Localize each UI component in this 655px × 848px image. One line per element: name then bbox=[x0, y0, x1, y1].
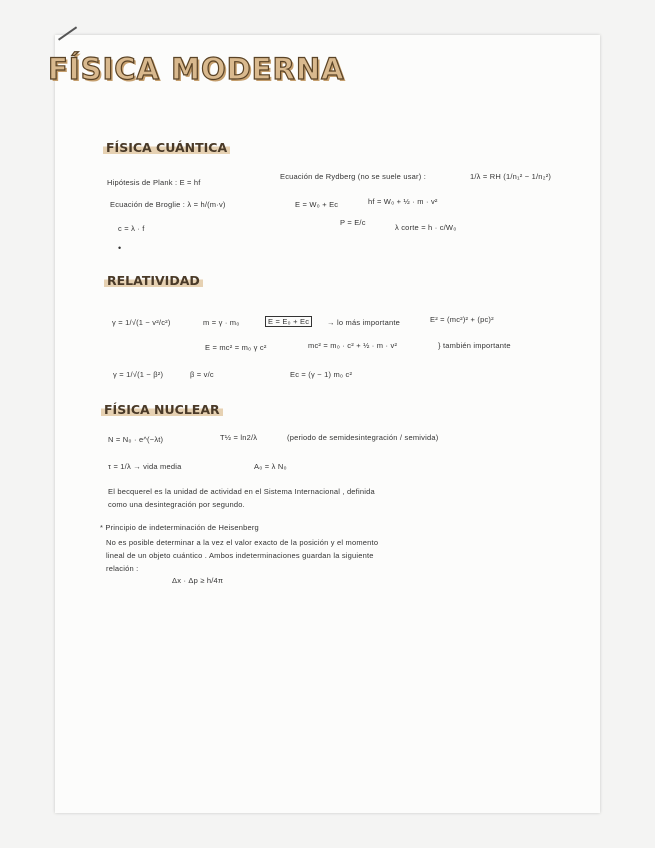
page-title: FÍSICA MODERNA bbox=[48, 52, 345, 86]
section-heading-nuclear: FÍSICA NUCLEAR bbox=[101, 402, 223, 417]
kinetic-energy-equation: Ec = (γ − 1) m₀ c² bbox=[290, 370, 353, 379]
gamma-equation: γ = 1/√(1 − v²/c²) bbox=[112, 318, 171, 327]
kinetic-sum-equation: mc² = m₀ · c² + ½ · m · v² bbox=[308, 341, 398, 350]
energy-squared-equation: E² = (mc²)² + (pc)² bbox=[430, 315, 494, 324]
mass-energy-equation: E = mc² = m₀ γ c² bbox=[205, 343, 267, 352]
half-life-equation: T½ = ln2/λ bbox=[220, 433, 258, 442]
momentum-equation: P = E/c bbox=[340, 218, 366, 227]
gamma-beta-equation: γ = 1/√(1 − β²) bbox=[113, 370, 164, 379]
rydberg-label: Ecuación de Rydberg (no se suele usar) : bbox=[280, 172, 426, 181]
mean-life-equation: τ = 1/λ → vida media bbox=[108, 462, 182, 471]
relativistic-mass: m = γ · m₀ bbox=[203, 318, 240, 327]
wave-speed-equation: c = λ · f bbox=[118, 224, 145, 233]
most-important-note: → lo más importante bbox=[327, 318, 400, 327]
uncertainty-relation: Δx · Δp ≥ h/4π bbox=[172, 576, 224, 585]
cutoff-wavelength: λ corte = h · c/W₀ bbox=[395, 223, 457, 232]
bullet-point: • bbox=[118, 243, 122, 253]
heisenberg-line-2: lineal de un objeto cuántico . Ambos indeterminaciones guardan la siguiente bbox=[106, 551, 374, 560]
energy-equation: E = W₀ + Ec bbox=[295, 200, 339, 209]
boxed-energy-equation: E = E₀ + Ec bbox=[265, 316, 312, 327]
becquerel-line-1: El becquerel es la unidad de actividad en el Sistema Internacional , definida bbox=[108, 487, 375, 496]
decay-law: N = N₀ · e^(−λt) bbox=[108, 435, 164, 444]
rydberg-formula: 1/λ = RH (1/n₁² − 1/n₂²) bbox=[470, 172, 552, 181]
heisenberg-line-1: No es posible determinar a la vez el valor exacto de la posición y el momento bbox=[106, 538, 379, 547]
section-heading-relativity: RELATIVIDAD bbox=[104, 273, 203, 288]
becquerel-line-2: como una desintegración por segundo. bbox=[108, 500, 245, 509]
heisenberg-title: * Principio de indeterminación de Heisenberg bbox=[100, 523, 259, 532]
also-important-note: } también importante bbox=[438, 341, 511, 350]
planck-hypothesis: Hipótesis de Plank : E = hf bbox=[107, 178, 201, 187]
broglie-equation: Ecuación de Broglie : λ = h/(m·v) bbox=[110, 200, 226, 209]
page-fold-mark bbox=[58, 26, 77, 40]
activity-equation: A₀ = λ N₀ bbox=[254, 462, 287, 471]
beta-equation: β = v/c bbox=[190, 370, 214, 379]
photoelectric-equation: hf = W₀ + ½ · m · v² bbox=[368, 197, 438, 206]
section-heading-quantum: FÍSICA CUÁNTICA bbox=[103, 140, 230, 155]
heisenberg-line-3: relación : bbox=[106, 564, 139, 573]
half-life-note: (periodo de semidesintegración / semivida) bbox=[287, 433, 439, 442]
